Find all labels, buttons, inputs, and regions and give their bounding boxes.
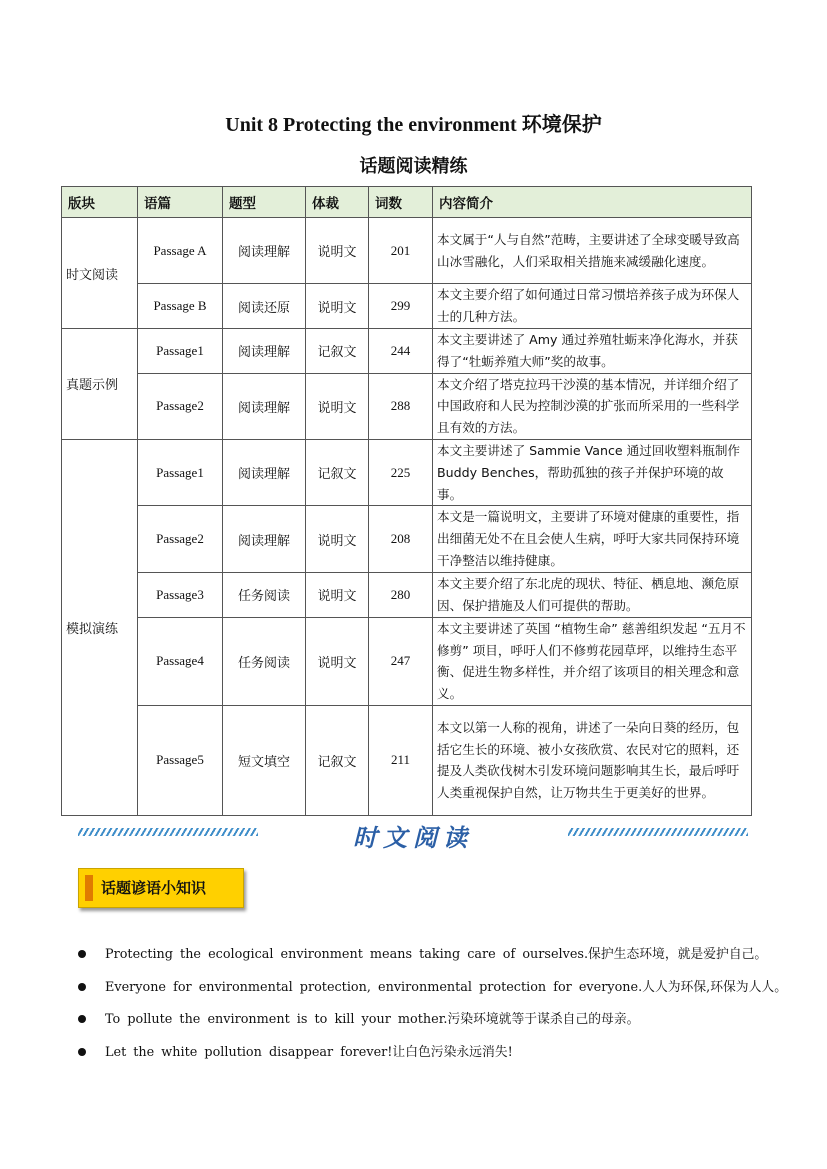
question-type-cell: 阅读理解 [223,439,306,505]
genre-cell: 说明文 [306,373,369,439]
intro-cell: 本文是一篇说明文，主要讲了环境对健康的重要性，指出细菌无处不在且会使人生病，呼吁大家共同保持环境干净整洁以维持健康。 [433,506,752,572]
list-item [78,945,778,978]
intro-cell: 本文主要讲述了 Sammie Vance 通过回收塑料瓶制作 Buddy Benches，帮助孤独的孩子并保护环境的故事。 [433,439,752,505]
bullet-icon [78,950,86,958]
word-count-cell: 208 [369,506,433,572]
word-count-cell: 201 [369,218,433,284]
proverb-text: Protecting the ecological environment means taking care of ourselves.保护生态环境，就是爱护自己。 [105,947,768,962]
intro-cell: 本文主要介绍了如何通过日常习惯培养孩子成为环保人士的几种方法。 [433,284,752,329]
header-cell: 版块 [62,187,138,218]
passage-cell: Passage4 [138,617,223,705]
word-count-cell: 225 [369,439,433,505]
genre-cell: 说明文 [306,617,369,705]
question-type-cell: 阅读理解 [223,329,306,374]
question-type-cell: 阅读理解 [223,506,306,572]
genre-cell: 说明文 [306,218,369,284]
table-row [62,329,752,374]
question-type-cell: 阅读还原 [223,284,306,329]
question-type-cell: 阅读理解 [223,218,306,284]
header-cell: 语篇 [138,187,223,218]
table-row [62,284,752,329]
question-type-cell: 阅读理解 [223,373,306,439]
page-title: Unit 8 Protecting the environment 环境保护 [225,114,602,136]
page-subtitle: 话题阅读精练 [359,156,468,177]
passage-cell: Passage5 [138,705,223,815]
genre-cell: 说明文 [306,572,369,617]
question-type-cell: 任务阅读 [223,572,306,617]
genre-cell: 记叙文 [306,329,369,374]
word-count-cell: 299 [369,284,433,329]
banner-title: 时文阅读 [353,823,473,852]
proverb-text: Everyone for environmental protection, environmental protection for everyone.人人为环保,环保为人人。 [105,979,787,995]
header-cell: 内容简介 [433,187,752,218]
word-count-cell: 288 [369,373,433,439]
header-cell: 词数 [369,187,433,218]
table-row [62,439,752,505]
intro-cell: 本文介绍了塔克拉玛干沙漠的基本情况，并详细介绍了中国政府和人民为控制沙漠的扩张而所采用的一些科学且有效的方法。 [433,373,752,439]
genre-cell: 说明文 [306,506,369,572]
header-cell: 体裁 [306,187,369,218]
word-count-cell: 247 [369,617,433,705]
intro-cell: 本文主要介绍了东北虎的现状、特征、栖息地、濒危原因、保护措施及人们可提供的帮助。 [433,572,752,617]
question-type-cell: 短文填空 [223,705,306,815]
genre-cell: 记叙文 [306,705,369,815]
list-item [78,1043,778,1076]
table-row [62,572,752,617]
question-type-cell: 任务阅读 [223,617,306,705]
list-item [78,978,787,1011]
tag-accent-bar [85,875,93,901]
section-cell: 模拟演练 [62,439,138,815]
table-row [62,705,752,815]
bullet-icon [78,983,86,991]
bullet-icon [78,1048,86,1056]
passage-cell: Passage1 [138,439,223,505]
tag-label: 话题谚语小知识 [101,879,207,897]
word-count-cell: 280 [369,572,433,617]
intro-cell: 本文以第一人称的视角，讲述了一朵向日葵的经历，包括它生长的环境、被小女孩欣赏、农民对它的照料，还提及人类砍伐树木引发环境问题影响其生长，最后呼吁人类重视保护自然，让万物共生于更美好的世界。 [433,705,752,815]
proverb-text: To pollute the environment is to kill your mother.污染环境就等于谋杀自己的母亲。 [105,1012,640,1027]
table-header-row [62,187,752,218]
section-cell: 真题示例 [62,329,138,440]
intro-cell: 本文主要讲述了 Amy 通过养殖牡蛎来净化海水，并获得了“牡蛎养殖大师”奖的故事。 [433,329,752,374]
list-item [78,1010,778,1043]
table-row [62,617,752,705]
table-row [62,506,752,572]
bullet-icon [78,1015,86,1023]
header-cell: 题型 [223,187,306,218]
passage-cell: Passage2 [138,506,223,572]
overview-table [61,186,752,816]
word-count-cell: 211 [369,705,433,815]
intro-cell: 本文主要讲述了英国 “植物生命” 慈善组织发起 “五月不修剪” 项目，呼吁人们不修剪花园草坪，以维持生态平衡、促进生物多样性，并介绍了该项目的相关理念和意义。 [433,617,752,705]
section-banner [78,822,748,856]
intro-cell: 本文属于“人与自然”范畴，主要讲述了全球变暖导致高山冰雪融化，人们采取相关措施来减缓融化速度。 [433,218,752,284]
passage-cell: Passage1 [138,329,223,374]
table-row [62,218,752,284]
proverb-tag [78,868,244,908]
proverb-list [78,945,787,1075]
passage-cell: Passage A [138,218,223,284]
table-row [62,373,752,439]
passage-cell: Passage2 [138,373,223,439]
word-count-cell: 244 [369,329,433,374]
genre-cell: 说明文 [306,284,369,329]
section-cell: 时文阅读 [62,218,138,329]
passage-cell: Passage3 [138,572,223,617]
proverb-text: Let the white pollution disappear forever!让白色污染永远消失! [105,1044,513,1060]
genre-cell: 记叙文 [306,439,369,505]
passage-cell: Passage B [138,284,223,329]
